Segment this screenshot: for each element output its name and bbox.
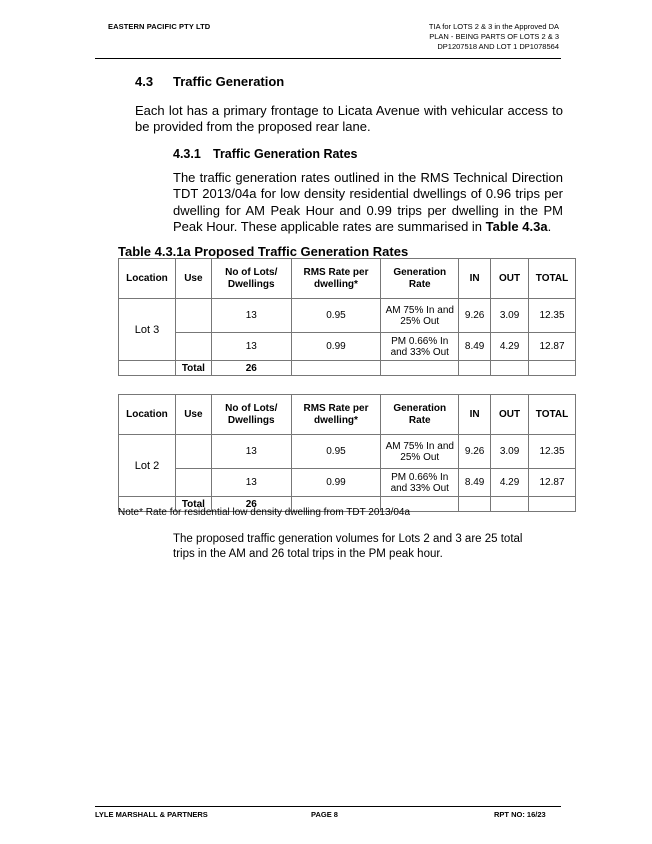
out-cell: 4.29 <box>491 333 529 361</box>
header-ref-line: TIA for LOTS 2 & 3 in the Approved DA <box>428 22 559 31</box>
out-cell: 3.09 <box>491 435 529 469</box>
out-cell: 3.09 <box>491 299 529 333</box>
col-header-out: OUT <box>491 395 529 435</box>
rms-rate-cell: 0.95 <box>291 435 381 469</box>
lots-cell: 13 <box>211 469 291 497</box>
footer-report-number: RPT NO: 16/23 <box>494 810 546 819</box>
rms-rate-cell: 0.95 <box>291 299 381 333</box>
paragraph-rates: The traffic generation rates outlined in the RMS Technical Direction TDT 2013/04a for low density residential dwellings of 0.96 trips per dwelling for AM Peak Hour and 0.99 trips per dwelling in the PM Peak Hour. These applicable rates are summarised in Table 4.3a. <box>173 170 563 234</box>
generation-rate-cell: AM 75% In and 25% Out <box>381 299 459 333</box>
col-header-generation-rate: Generation Rate <box>381 259 459 299</box>
col-header-total: TOTAL <box>529 395 576 435</box>
in-cell: 8.49 <box>459 469 491 497</box>
col-header-location: Location <box>119 259 176 299</box>
use-cell <box>175 333 211 361</box>
col-header-use: Use <box>175 259 211 299</box>
traffic-generation-table-lot3 <box>118 258 576 376</box>
table-row <box>119 299 576 333</box>
in-cell: 9.26 <box>459 435 491 469</box>
footer-page-number: PAGE 8 <box>311 810 338 819</box>
rms-rate-cell: 0.99 <box>291 333 381 361</box>
use-cell <box>175 299 211 333</box>
table-footnote: Note* Rate for residential low density dwelling from TDT 2013/04a <box>118 507 411 518</box>
header-divider <box>95 58 561 59</box>
col-header-rms-rate: RMS Rate per dwelling* <box>291 259 381 299</box>
table-row <box>119 333 576 361</box>
table-header-row <box>119 395 576 435</box>
location-cell: Lot 3 <box>119 299 176 361</box>
col-header-rms-rate: RMS Rate per dwelling* <box>291 395 381 435</box>
table-header-row <box>119 259 576 299</box>
rms-rate-cell: 0.99 <box>291 469 381 497</box>
table-total-row <box>119 361 576 376</box>
col-header-in: IN <box>459 395 491 435</box>
section-heading <box>135 74 284 89</box>
total-cell: 12.87 <box>529 469 576 497</box>
table-reference: Table 4.3a <box>485 218 548 234</box>
table-caption: Table 4.3.1a Proposed Traffic Generation Rates <box>118 244 409 259</box>
lots-cell: 13 <box>211 435 291 469</box>
location-cell: Lot 2 <box>119 435 176 497</box>
col-header-in: IN <box>459 259 491 299</box>
section-title: Traffic Generation <box>173 74 285 89</box>
footer-divider <box>95 806 561 807</box>
table-row <box>119 435 576 469</box>
header-company: EASTERN PACIFIC PTY LTD <box>108 22 211 31</box>
paragraph-rates-text: The traffic generation rates outlined in the RMS Technical Direction TDT 2013/04a for low density residential dwellings of 0.96 trips per dwelling for AM Peak Hour and 0.99 trips per dwelling in the PM Peak Hour. These applicable rates are summarised in <box>173 170 563 234</box>
total-cell: 12.87 <box>529 333 576 361</box>
col-header-out: OUT <box>491 259 529 299</box>
total-label-cell: Total <box>175 497 211 512</box>
col-header-lots: No of Lots/ Dwellings <box>211 259 291 299</box>
subsection-number: 4.3.1 <box>173 147 201 161</box>
col-header-use: Use <box>175 395 211 435</box>
use-cell <box>175 469 211 497</box>
total-cell: 12.35 <box>529 435 576 469</box>
table-row <box>119 469 576 497</box>
header-ref-line: DP1207518 AND LOT 1 DP1078564 <box>437 42 559 51</box>
out-cell: 4.29 <box>491 469 529 497</box>
in-cell: 8.49 <box>459 333 491 361</box>
total-cell: 12.35 <box>529 299 576 333</box>
header-ref-line: PLAN - BEING PARTS OF LOTS 2 & 3 <box>429 32 559 41</box>
traffic-generation-table-lot2 <box>118 394 576 512</box>
lots-cell: 13 <box>211 299 291 333</box>
total-label-cell: Total <box>175 361 211 376</box>
total-lots-cell: 26 <box>211 497 291 512</box>
paragraph-frontage: Each lot has a primary frontage to Licata Avenue with vehicular access to be provided from the proposed rear lane. <box>135 103 563 134</box>
subsection-title: Traffic Generation Rates <box>213 147 358 161</box>
in-cell: 9.26 <box>459 299 491 333</box>
section-number: 4.3 <box>135 74 154 89</box>
col-header-total: TOTAL <box>529 259 576 299</box>
col-header-lots: No of Lots/ Dwellings <box>211 395 291 435</box>
footer-author: LYLE MARSHALL & PARTNERS <box>95 810 208 819</box>
total-lots-cell: 26 <box>211 361 291 376</box>
col-header-location: Location <box>119 395 176 435</box>
generation-rate-cell: AM 75% In and 25% Out <box>381 435 459 469</box>
lots-cell: 13 <box>211 333 291 361</box>
header-reference <box>429 22 559 52</box>
generation-rate-cell: PM 0.66% In and 33% Out <box>381 469 459 497</box>
col-header-generation-rate: Generation Rate <box>381 395 459 435</box>
use-cell <box>175 435 211 469</box>
generation-rate-cell: PM 0.66% In and 33% Out <box>381 333 459 361</box>
subsection-heading <box>173 147 358 161</box>
paragraph-volumes: The proposed traffic generation volumes for Lots 2 and 3 are 25 total trips in the AM and 26 total trips in the PM peak hour. <box>173 533 523 560</box>
